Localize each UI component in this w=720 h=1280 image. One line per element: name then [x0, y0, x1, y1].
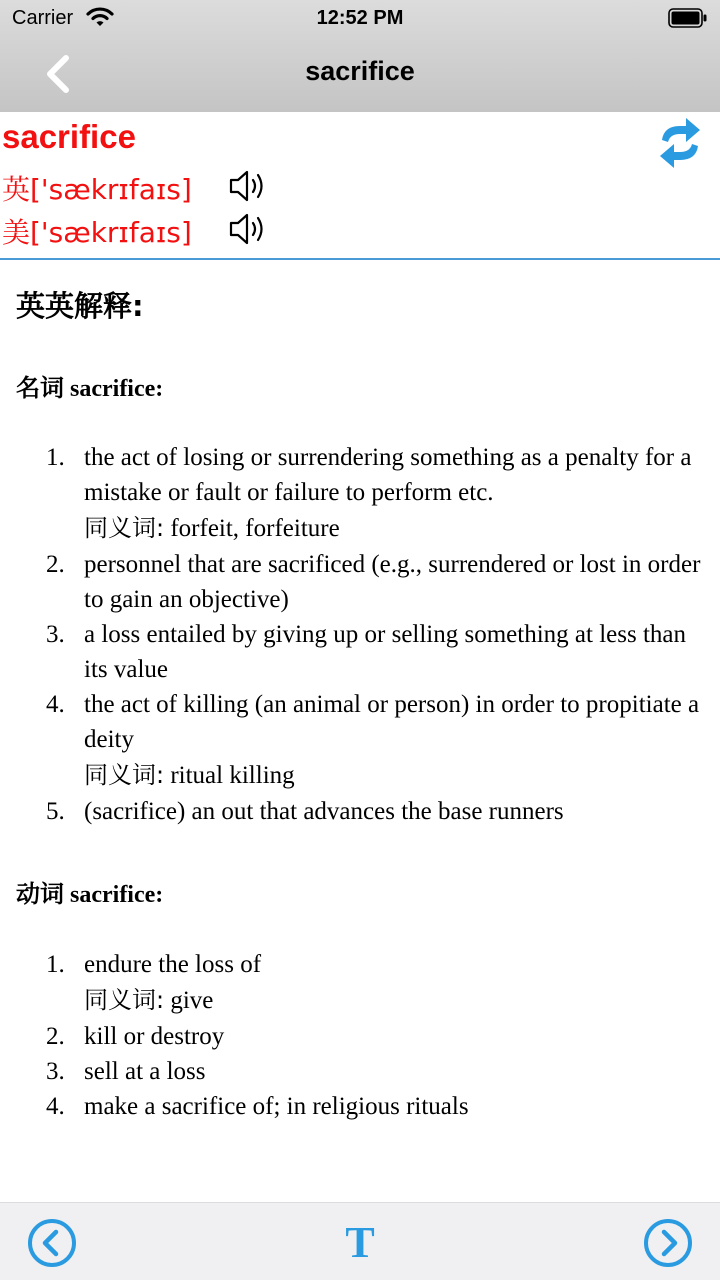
- list-item: [0, 1089, 720, 1124]
- verb-heading-word: sacrifice:: [70, 882, 164, 908]
- definition-text: the act of killing (an animal or person) in order to propitiate a deity: [84, 691, 700, 753]
- definition-number: 1.: [46, 444, 65, 471]
- synonym-line: [84, 982, 706, 1019]
- speaker-icon: [228, 168, 268, 204]
- definition-number: 4.: [46, 1093, 65, 1120]
- uk-phonetic: 英['sækrɪfaɪs]: [2, 173, 192, 206]
- synonym-line: [84, 510, 706, 547]
- list-item: [0, 617, 720, 687]
- synonym-values: give: [170, 987, 214, 1014]
- list-item: [0, 1054, 720, 1089]
- list-item: [0, 440, 720, 547]
- definition-text: kill or destroy: [84, 1023, 225, 1050]
- top-bar: [0, 0, 720, 112]
- us-phonetic: 美['sækrɪfaɪs]: [2, 216, 192, 249]
- noun-heading-word: sacrifice:: [70, 376, 164, 402]
- previous-word-button[interactable]: [26, 1217, 78, 1269]
- noun-heading: [16, 368, 163, 403]
- next-word-button[interactable]: [642, 1217, 694, 1269]
- definition-number: 2.: [46, 551, 65, 578]
- section-title: 英英解释:: [16, 289, 144, 323]
- synonym-label: 同义词:: [84, 514, 165, 542]
- definition-number: 1.: [46, 951, 65, 978]
- circle-chevron-left-icon: [26, 1217, 78, 1269]
- definition-number: 3.: [46, 621, 65, 648]
- carrier-label: Carrier: [12, 7, 74, 29]
- definition-number: 3.: [46, 1058, 65, 1085]
- list-item: [0, 687, 720, 794]
- synonym-label: 同义词:: [84, 761, 165, 789]
- refresh-button[interactable]: [656, 116, 704, 170]
- noun-definition-list: [0, 440, 720, 829]
- definition-text: personnel that are sacrificed (e.g., surrendered or lost in order to gain an objective): [84, 551, 701, 613]
- definition-number: 5.: [46, 798, 65, 825]
- refresh-icon: [656, 116, 704, 170]
- us-speaker-button[interactable]: [228, 211, 268, 247]
- status-bar: [0, 0, 720, 38]
- clock: 12:52 PM: [316, 7, 404, 29]
- headword: sacrifice: [2, 118, 136, 155]
- definition-text: the act of losing or surrendering something as a penalty for a mistake or fault or failure to perform etc.: [84, 444, 692, 506]
- definition-text: endure the loss of: [84, 951, 262, 978]
- definition-text: make a sacrifice of; in religious rituals: [84, 1093, 469, 1120]
- list-item: [0, 1019, 720, 1054]
- verb-pos-label: 动词: [16, 880, 64, 908]
- verb-heading: [16, 874, 163, 909]
- speaker-icon: [228, 211, 268, 247]
- word-header: [0, 112, 720, 260]
- synonym-values: ritual killing: [170, 762, 295, 789]
- synonym-label: 同义词:: [84, 986, 165, 1014]
- definition-number: 4.: [46, 691, 65, 718]
- synonym-line: [84, 757, 706, 794]
- definition-number: 2.: [46, 1023, 65, 1050]
- uk-speaker-button[interactable]: [228, 168, 268, 204]
- battery-icon: [668, 8, 708, 28]
- definition-text: a loss entailed by giving up or selling something at less than its value: [84, 621, 687, 683]
- synonym-values: forfeit, forfeiture: [170, 515, 340, 542]
- noun-pos-label: 名词: [16, 374, 64, 402]
- definition-text: (sacrifice) an out that advances the base runners: [84, 798, 564, 825]
- circle-chevron-right-icon: [642, 1217, 694, 1269]
- verb-definition-list: [0, 947, 720, 1124]
- font-size-button[interactable]: T: [345, 1218, 375, 1267]
- bottom-toolbar: [0, 1202, 720, 1280]
- list-item: [0, 547, 720, 617]
- definition-content: [0, 262, 720, 1202]
- nav-title: sacrifice: [305, 56, 415, 86]
- list-item: [0, 947, 720, 1019]
- list-item: [0, 794, 720, 829]
- definition-text: sell at a loss: [84, 1058, 206, 1085]
